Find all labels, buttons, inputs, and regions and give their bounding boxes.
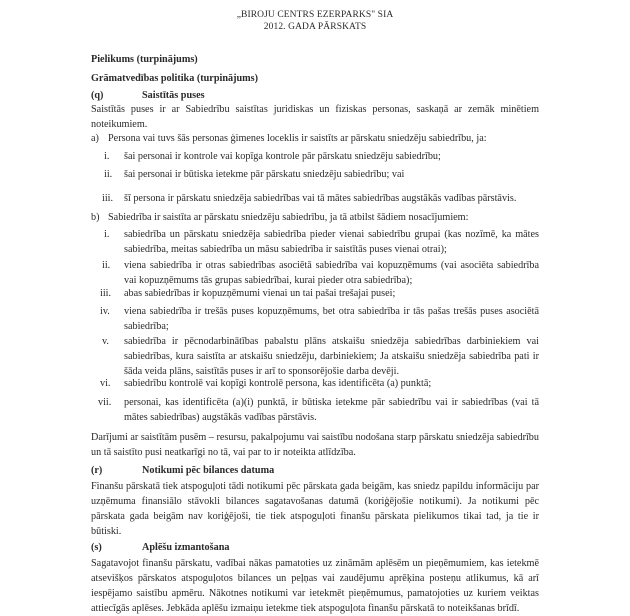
list-a-num: iii.: [102, 193, 114, 204]
section-s-title: Aplēšu izmantošana: [142, 542, 230, 553]
section-q-intro: Saistītās puses ir ar Sabiedrību saistītas juridiskas un fiziskas personas, saskaņā ar zemāk minētiem noteikumiem.: [91, 104, 539, 130]
section-q-label: (q): [91, 90, 104, 101]
section-q-title: Saistītās puses: [142, 90, 205, 101]
section-r-label: (r): [91, 465, 103, 476]
list-b-text: Sabiedrība ir saistīta ar pārskatu sniedzēju sabiedrību, ja tā atbilst šādiem nosacījumiem:: [108, 212, 469, 223]
list-b-item: abas sabiedrības ir kopuzņēmumi vienai un tai pašai trešajai pusei;: [124, 288, 396, 299]
list-a-text: Persona vai tuvs šās personas ģimenes loceklis ir saistīts ar pārskatu sniedzēju sabiedrību, ja:: [108, 133, 487, 144]
list-b-num: i.: [104, 229, 110, 240]
list-b-item: sabiedrība ir pēcnodarbinātības pabalstu plāns atskaišu sniedzēja sabiedrības darbiniekiem vai sabiedrības, kura saistīta ar atskaišu sniedzēju, darbiniekiem; Ja atskaišu sniedzēja sabiedrība pati ir šāda veida plāns, saistītās puses ir arī to sponsorējošie darba devēji.: [124, 336, 539, 377]
list-b-num: iii.: [100, 288, 112, 299]
list-a-label: a): [91, 133, 99, 144]
section-r-title: Notikumi pēc bilances datuma: [142, 465, 275, 476]
list-b-item: viena sabiedrība ir otras sabiedrības asociētā sabiedrība vai kopuzņēmums (vai asociēta sabiedrība vai kopuzņēmums tās grupas sabiedrībai, kurai pieder otra sabiedrība);: [124, 260, 539, 286]
list-b-num: iv.: [100, 306, 110, 317]
policy-title: Grāmatvedības politika (turpinājums): [91, 73, 258, 84]
list-b-item: viena sabiedrība ir trešās puses kopuzņēmums, bet otra sabiedrība ir tās pašas trešās puses asociētā sabiedrība;: [124, 306, 539, 332]
list-b-item: personai, kas identificēta (a)(i) punktā, ir būtiska ietekme pār sabiedrību vai ir sabiedrības (vai tā mātes sabiedrības) augstākās vadības pārstāvis.: [124, 397, 539, 423]
section-q-closing: Darījumi ar saistītām pusēm – resursu, pakalpojumu vai saistību nodošana starp pārskatu sniedzēja sabiedrību un tā saistīto pusi neatkarīgi no tā, vai par to ir noteikta atlīdzība.: [91, 432, 539, 458]
list-b-num: ii.: [102, 260, 111, 271]
section-r-text: Finanšu pārskatā tiek atspoguļoti tādi notikumi pēc pārskata gada beigām, kas sniedz papildu informāciju par uzņēmuma finansiālo stāvokli bilances sagatavošanas datumā (koriģējošie notikumi). Ja notikumi pēc pārskata gada beigām nav koriģējoši, tie tiek atspoguļoti finanšu pārskata pielikumos tikai tad, ja tie ir būtiski.: [91, 481, 539, 537]
list-b-num: v.: [102, 336, 109, 347]
list-b-num: vi.: [100, 378, 111, 389]
list-a-item: šī persona ir pārskatu sniedzēja sabiedrības vai tā mātes sabiedrības augstākās vadības pārstāvis.: [124, 193, 517, 204]
list-b-num: vii.: [98, 397, 112, 408]
header-report: 2012. GADA PĀRSKATS: [263, 22, 367, 32]
list-a-item: šai personai ir būtiska ietekme pār pārskatu sniedzēju sabiedrību; vai: [124, 169, 405, 180]
list-b-item: sabiedrība un pārskatu sniedzēja sabiedrība pieder vienai sabiedrību grupai (kas nozīmē, ka mātes sabiedrība, meitas sabiedrība un māsu sabiedrība ir saistītās puses vienai otrai);: [124, 229, 539, 255]
list-a-item: šai personai ir kontrole vai kopīga kontrole pār pārskatu sniedzēju sabiedrību;: [124, 151, 441, 162]
section-s-label: (s): [91, 542, 102, 553]
list-a-num: ii.: [104, 169, 113, 180]
header-company: „BIROJU CENTRS EZERPARKS" SIA: [236, 10, 394, 20]
section-s-text: Sagatavojot finanšu pārskatu, vadībai nākas pamatoties uz zināmām aplēsēm un pieņēmumiem, kas ietekmē atsevišķos pārskatos atspoguļotos bilances un peļņas vai zaudējumu aprēķina posteņu atlikumus, kā arī iespējamo saistību apmēru. Nākotnes notikumi var ietekmēt pieņēmumus, pamatojoties uz kuriem veiktas attiecīgās aplēses. Jebkāda aplēšu izmaiņu ietekme tiek atspoguļota finanšu pārskatā to noteikšanas brīdī.: [91, 558, 539, 614]
list-b-item: sabiedrību kontrolē vai kopīgi kontrolē persona, kas identificēta (a) punktā;: [124, 378, 432, 389]
appendix-title: Pielikums (turpinājums): [91, 54, 198, 65]
list-a-num: i.: [104, 151, 110, 162]
list-b-label: b): [91, 212, 100, 223]
